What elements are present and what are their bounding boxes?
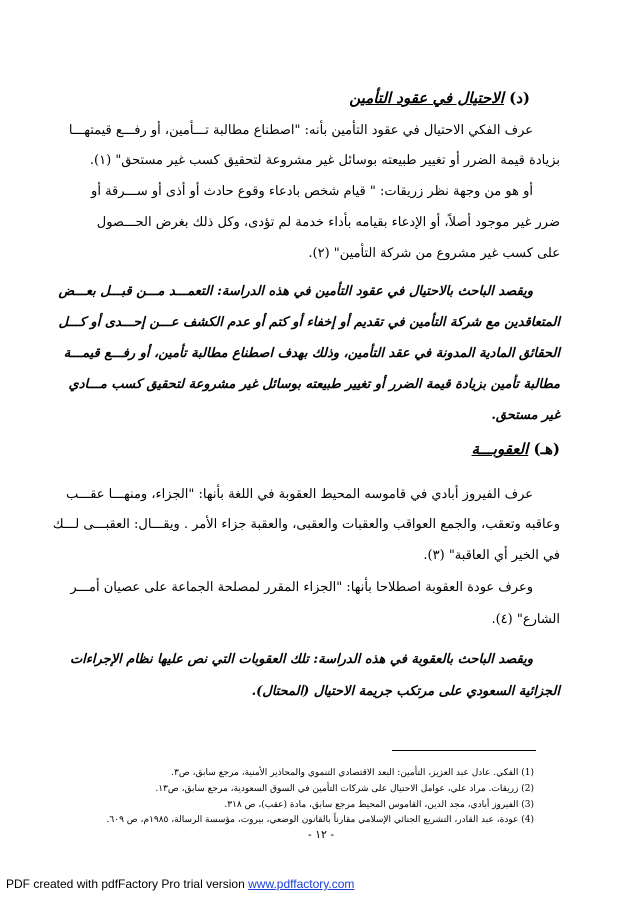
paragraph-line: أو هو من وجهة نظر زريقات: " قيام شخص بادعاء وقوع حادث أو أذى أو ســـرقة أو: [91, 184, 533, 199]
paragraph-line: بزيادة قيمة الضرر أو تغيير طبيعته بوسائل غير مشروعة لتحقيق كسب غير مستحق" (١).: [89, 153, 560, 168]
footnote: (4) عودة، عبد القادر، التشريع الجنائي الإسلامي مقارناً بالقانون الوضعي، بيروت، مؤسسة الرسالة، ١٩٨٥م، ص ٦٠٩.: [106, 815, 534, 825]
watermark-text: PDF created with pdfFactory Pro trial version: [6, 877, 245, 891]
paragraph-line: على كسب غير مشروع من شركة التأمين" (٢).: [308, 246, 560, 261]
section-marker: (هـ): [533, 440, 560, 458]
definition-line: غير مستحق.: [491, 408, 560, 423]
paragraph-line: ضرر غير موجود أصلاً، أو الإدعاء بقيامه بأداء خدمة لم تؤدى، وكل ذلك بغرض الحـــصول: [96, 215, 560, 230]
definition-line: المتعاقدين مع شركة التأمين في تقديم أو إخفاء أو كتم أو عدم الكشف عـــن إحـــدى أو كـــل: [58, 315, 560, 330]
section-heading-fraud: [349, 89, 530, 107]
definition-line: الحقائق المادية المدونة في عقد التأمين، وذلك بهدف اصطناع مطالبة تأمين، أو رفـــع قيمـــة: [63, 346, 560, 361]
definition-line: الجزائية السعودي على مرتكب جريمة الاحتيال (المحتال).: [251, 684, 560, 699]
footnote-separator: [392, 750, 536, 751]
section-marker: (د): [509, 89, 530, 107]
paragraph-line: عرف الفكي الاحتيال في عقود التأمين بأنه: "اصطناع مطالبة تـــأمين، أو رفـــع قيمتهـــا: [68, 123, 533, 138]
footnote: (2) زريقات. مراد علي، عوامل الاحتيال على شركات التأمين في السوق السعودية، مرجع سابق، ص١٣.: [155, 784, 534, 794]
definition-line: مطالبة تأمين بزيادة قيمة الضرر أو تغيير طبيعته بوسائل غير مشروعة لتحقيق كسب مـــادي: [68, 377, 560, 392]
footnote: (3) الفيروز أبادي، مجد الدين، القاموس المحيط مرجع سابق، مادة (عقب)، ص ٣١٨.: [224, 800, 534, 810]
paragraph-line: الشارع" (٤).: [491, 612, 560, 627]
paragraph-line: في الخير أي العاقبة" (٣).: [423, 548, 560, 563]
section-title: العقوبـــة: [471, 440, 529, 458]
definition-line: ويقصد الباحث بالعقوبة في هذه الدراسة: تلك العقوبات التي نص عليها نظام الإجراءات: [69, 652, 533, 667]
watermark-link[interactable]: www.pdffactory.com: [248, 877, 355, 891]
paragraph-line: وعاقبه وتعقب، والجمع العواقب والعقبات والعقبى، والعقبة جزاء الأمر . ويقـــال: العقبـــى لـــك: [52, 517, 560, 532]
section-title: الاحتيال في عقود التأمين: [349, 89, 504, 107]
section-heading-penalty: [472, 440, 560, 458]
footnote: (1) الفكي. عادل عبد العزيز، التأمين: البعد الاقتصادي التنموي والمحاذير الأمنية، مرجع سابق، ص٣.: [171, 768, 534, 778]
paragraph-line: عرف الفيروز أبادي في قاموسه المحيط العقوبة في اللغة بأنها: "الجزاء، ومنهـــا عقـــب: [66, 487, 533, 502]
pdf-watermark: [6, 877, 354, 891]
page-number: - ١٢ -: [307, 828, 335, 841]
definition-line: ويقصد الباحث بالاحتيال في عقود التأمين في هذه الدراسة: التعمـــد مـــن قبـــل بعـــض: [58, 284, 533, 299]
paragraph-line: وعرف عودة العقوبة اصطلاحا بأنها: "الجزاء المقرر لمصلحة الجماعة على عصيان أمـــر: [70, 580, 533, 595]
